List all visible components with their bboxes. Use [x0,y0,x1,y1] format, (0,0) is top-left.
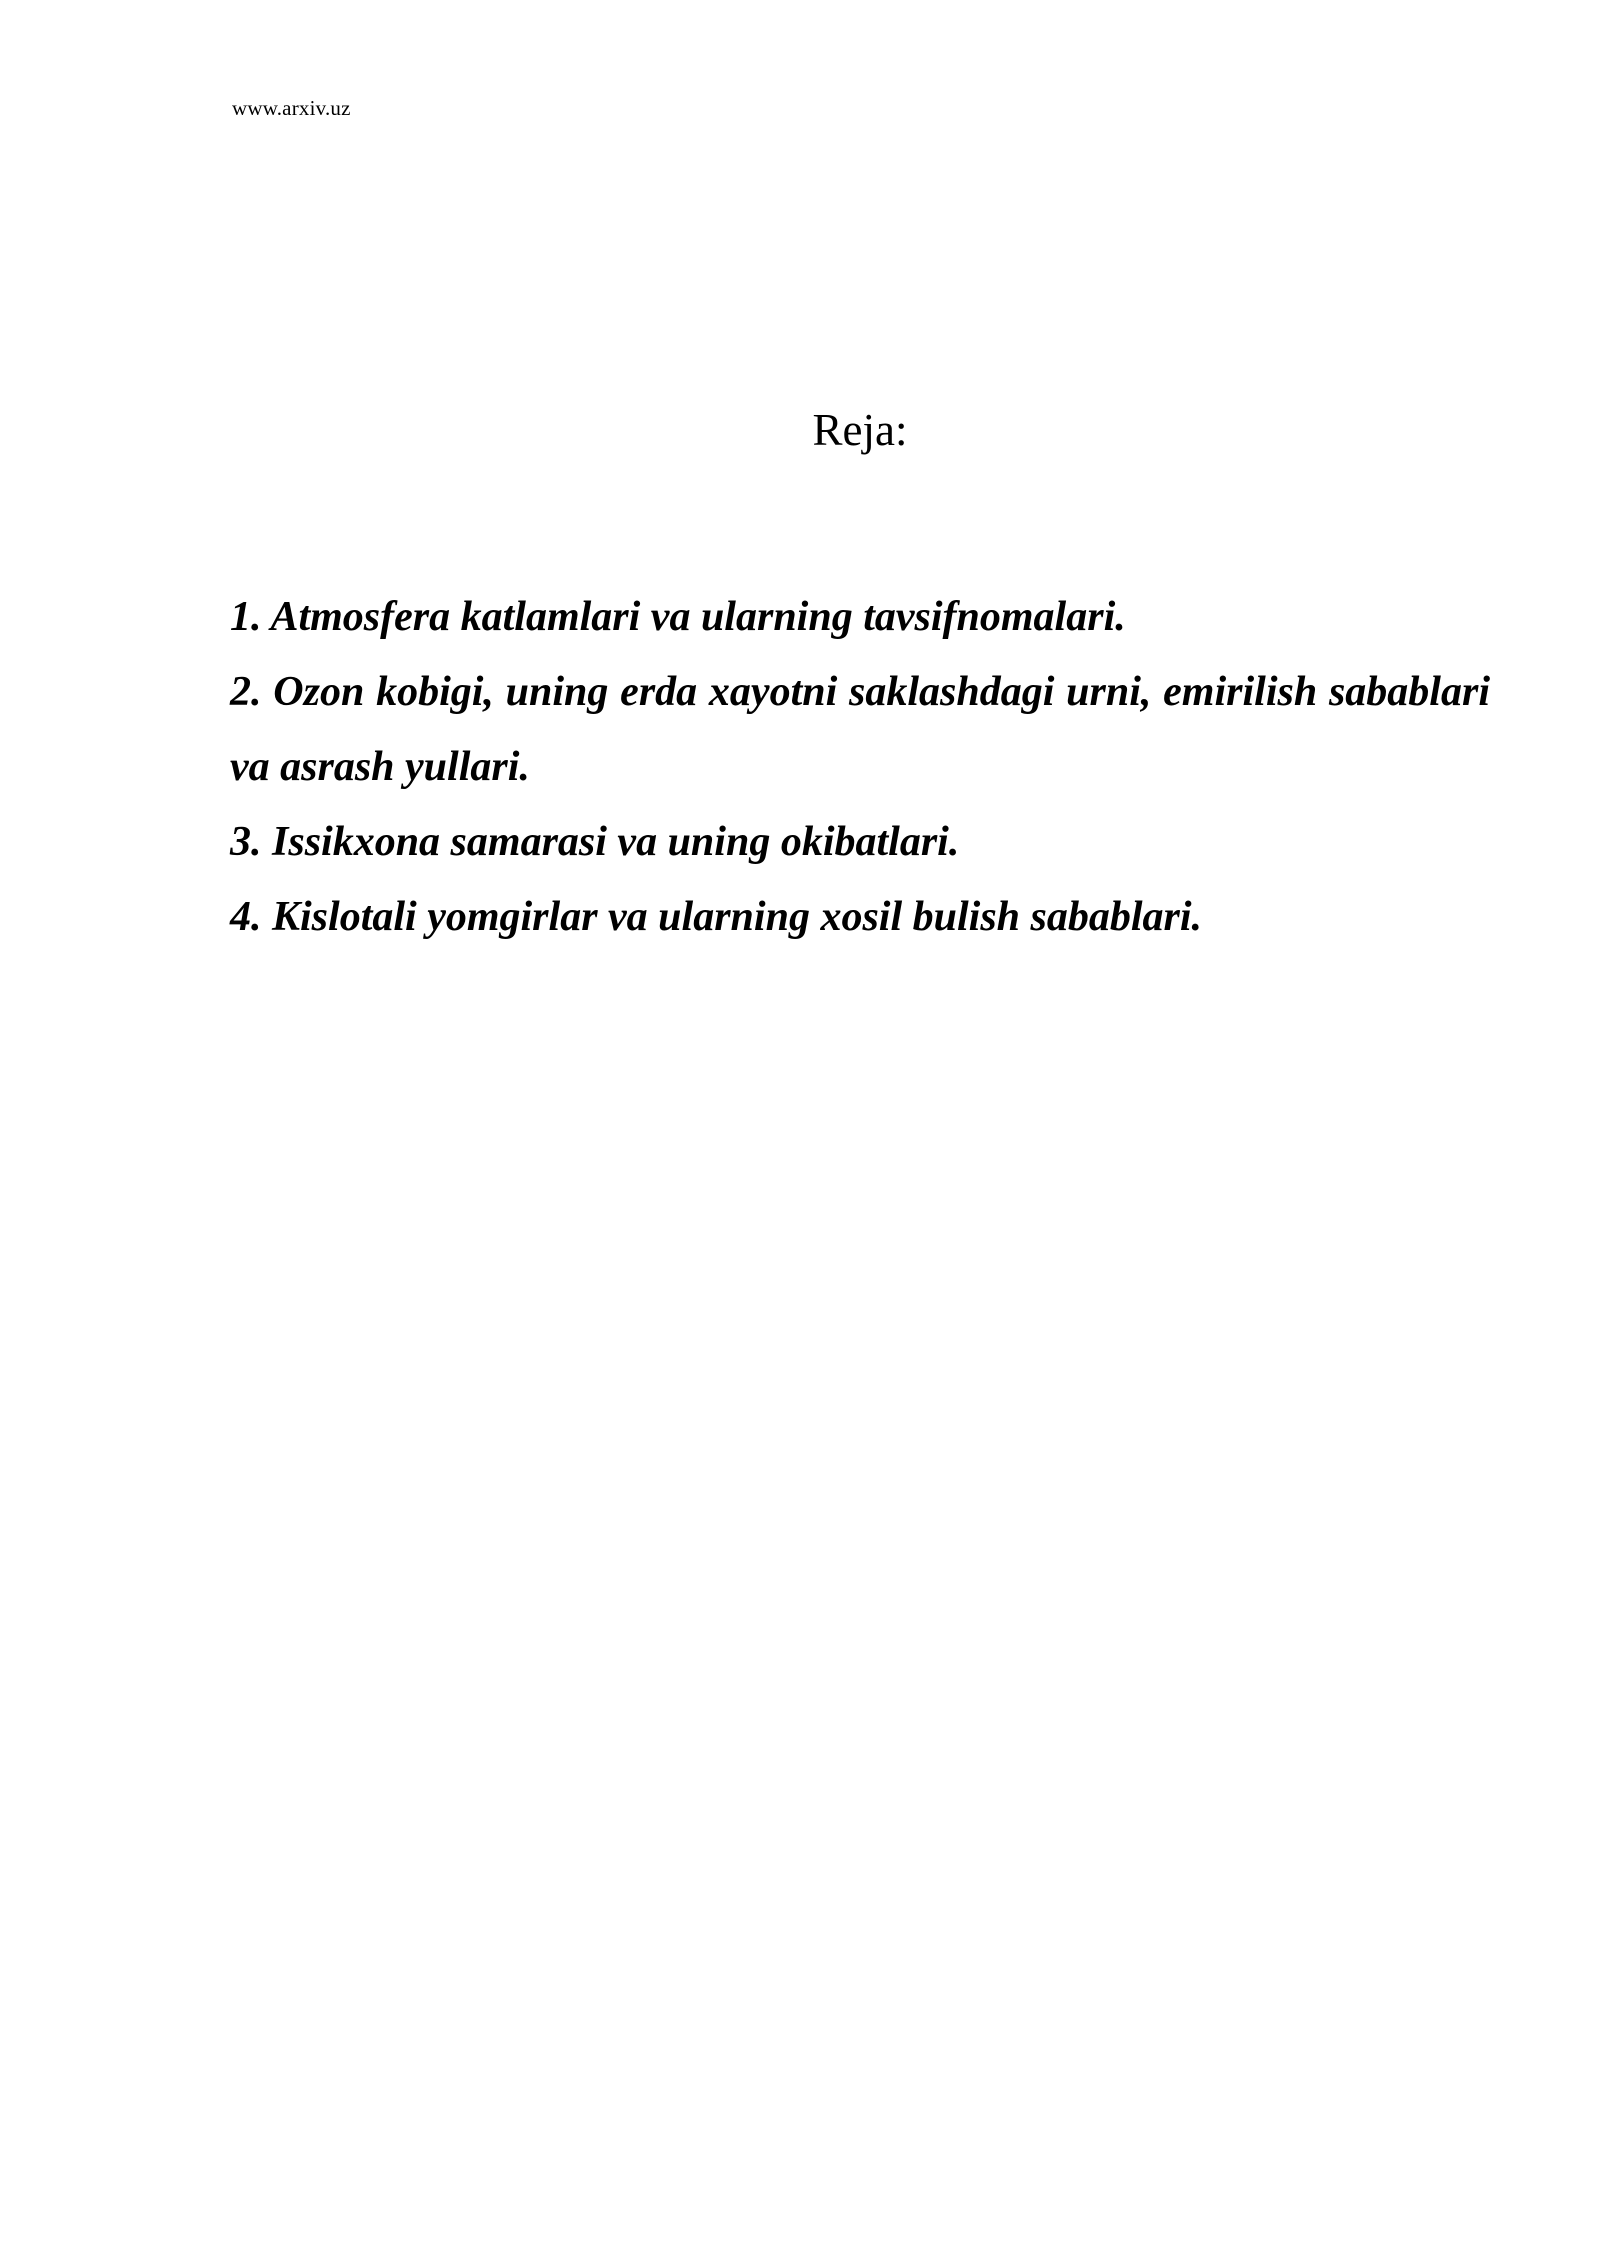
plan-item-3 [230,805,1490,880]
plan-item-text: Issikxona samarasi va uning okibatlari. [272,819,960,865]
plan-item-text: Kislotali yomgirlar va ularning xosil bulish sabablari. [272,894,1203,940]
plan-item-1 [230,580,1490,655]
header-url: www.arxiv.uz [232,96,351,120]
plan-item-number: 2. [230,669,262,715]
plan-item-text: Atmosfera katlamlari va ularning tavsifnomalari. [270,594,1126,640]
plan-item-number: 4. [230,894,262,940]
plan-item-4 [230,880,1490,955]
plan-list [230,580,1490,955]
plan-item-number: 1. [230,594,262,640]
plan-item-number: 3. [230,819,262,865]
plan-item-2 [230,655,1490,805]
page-title: Reja: [812,405,908,455]
plan-item-text: Ozon kobigi, uning erda xayotni saklashdagi urni, emirilish sabablari va asrash yullari. [230,669,1490,790]
